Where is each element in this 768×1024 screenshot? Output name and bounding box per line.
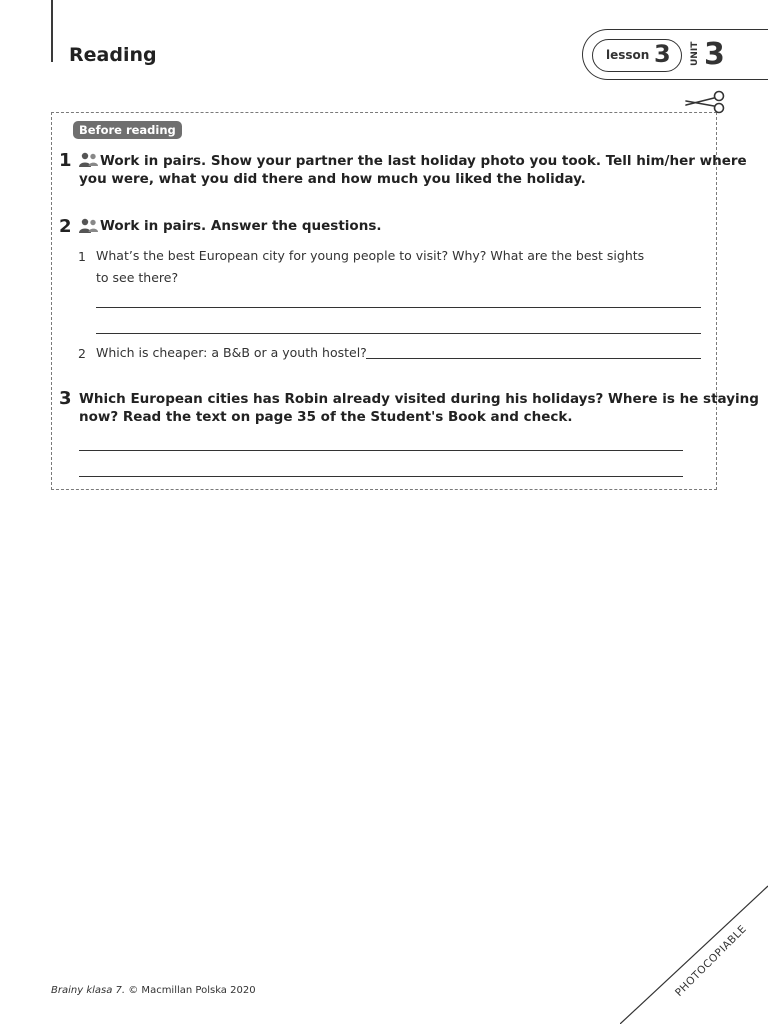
section-tag-before-reading: Before reading [73,121,182,139]
exercise-1-instruction-line2: you were, what you did there and how much you liked the holiday. [79,171,586,187]
unit-label: UNIT [690,41,700,66]
lesson-label: lesson [606,48,650,62]
exercise-3-number: 3 [59,388,72,409]
exercise-2-number: 2 [59,216,72,237]
lesson-number: 3 [654,40,671,68]
question-1-text-line1: What’s the best European city for young people to visit? Why? What are the best sights [96,248,645,263]
answer-line[interactable] [79,476,683,477]
answer-line[interactable] [96,333,701,334]
photocopiable-label: PHOTOCOPIABLE [672,922,750,1000]
margin-rule [51,0,53,62]
footer-publisher: © Macmillan Polska 2020 [125,985,256,996]
answer-line[interactable] [366,358,701,359]
question-1-text-line2: to see there? [96,270,179,285]
exercise-3-instruction-line2: now? Read the text on page 35 of the Student's Book and check. [79,409,573,425]
exercise-1-number: 1 [59,150,72,171]
unit-number: 3 [704,37,725,72]
page-title: Reading [69,44,157,66]
answer-line[interactable] [79,450,683,451]
scissors-icon [684,89,728,115]
question-2-text: Which is cheaper: a B&B or a youth hostel? [96,345,367,360]
corner-fold [620,880,768,1024]
pairs-icon [79,152,98,168]
footer-book-title: Brainy klasa 7. [51,985,126,996]
pairs-icon [79,218,98,234]
footer-copyright [51,985,256,996]
answer-line[interactable] [96,307,701,308]
exercise-3-instruction-line1: Which European cities has Robin already visited during his holidays? Where is he staying [79,391,759,407]
exercise-1-instruction-line1: Work in pairs. Show your partner the last holiday photo you took. Tell him/her where [100,153,747,169]
exercise-2-instruction: Work in pairs. Answer the questions. [100,218,382,234]
question-2-number: 2 [78,346,86,361]
question-1-number: 1 [78,249,86,264]
